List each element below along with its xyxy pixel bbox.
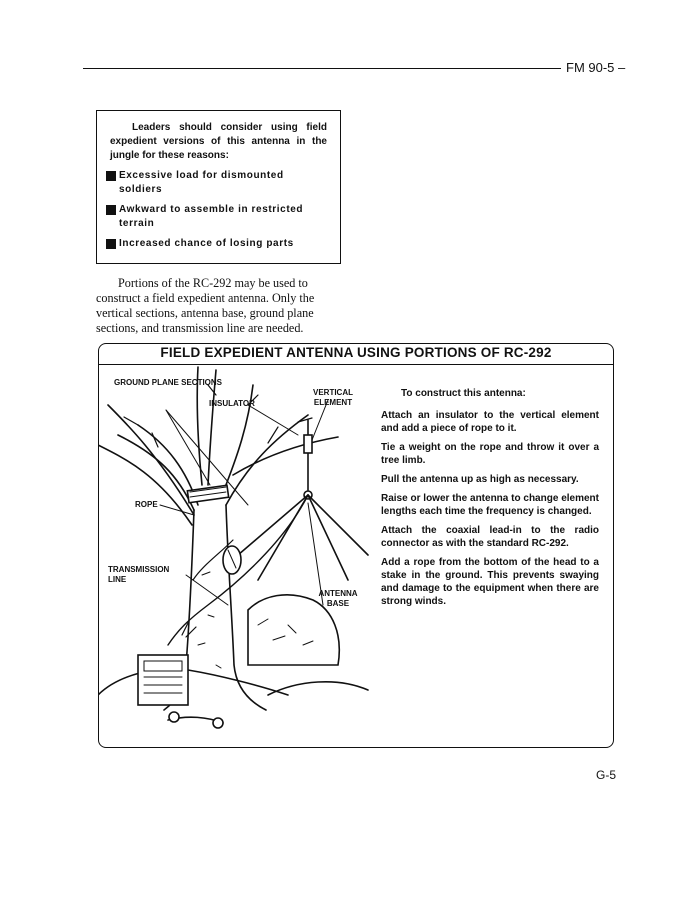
tree-antenna-illustration [98, 365, 383, 745]
label-insulator: INSULATOR [209, 399, 255, 408]
header-doc-id: FM 90-5 – [566, 60, 626, 75]
label-antenna-base: ANTENNA BASE [318, 589, 358, 608]
body-line: sections, and transmission line are needed. [96, 321, 304, 335]
square-bullet-icon [106, 171, 116, 181]
instruction-step: Attach an insulator to the vertical element and add a piece of rope to it. [381, 410, 599, 434]
instructions-panel [381, 387, 599, 614]
square-bullet-icon [106, 205, 116, 215]
body-line: vertical sections, antenna base, ground plane [96, 306, 314, 320]
callout-reason-text: Awkward to assemble in restricted terrain [119, 204, 304, 229]
instruction-step: Raise or lower the antenna to change element lengths each time the frequency is changed. [381, 493, 599, 517]
label-ground-plane-sections: GROUND PLANE SECTIONS [114, 378, 223, 387]
instruction-step: Attach the coaxial lead-in to the radio connector as with the standard RC-292. [381, 525, 599, 549]
square-bullet-icon [106, 239, 116, 249]
callout-reason-list [110, 169, 327, 251]
figure-title: FIELD EXPEDIENT ANTENNA USING PORTIONS OF RC-292 [160, 345, 552, 360]
callout-intro: Leaders should consider using field expedient versions of this antenna in the jungle for these reasons: [110, 122, 327, 161]
leaders-callout-box [96, 110, 341, 264]
instruction-step: Tie a weight on the rope and throw it over a tree limb. [381, 442, 599, 466]
callout-reason-text: Excessive load for dismounted soldiers [119, 170, 284, 195]
body-line: construct a field expedient antenna. Only the [96, 291, 315, 305]
label-vertical-element: VERTICAL ELEMENT [313, 388, 353, 407]
label-transmission-line: TRANSMISSION LINE [108, 565, 170, 584]
instruction-step: Pull the antenna up as high as necessary. [381, 474, 579, 485]
body-line: Portions of the RC-292 may be used to [118, 276, 308, 290]
instruction-step: Add a rope from the bottom of the head to a stake in the ground. This prevents swaying and damage to the equipment when there are strong winds. [381, 557, 599, 607]
instructions-heading: To construct this antenna: [401, 388, 526, 399]
body-paragraph [96, 276, 342, 336]
callout-reason [110, 203, 327, 231]
page-number: G-5 [596, 768, 617, 782]
callout-reason [110, 169, 327, 197]
label-rope: ROPE [135, 500, 158, 509]
header-rule [83, 68, 561, 69]
callout-reason-text: Increased chance of losing parts [119, 238, 294, 249]
callout-reason [110, 237, 327, 251]
